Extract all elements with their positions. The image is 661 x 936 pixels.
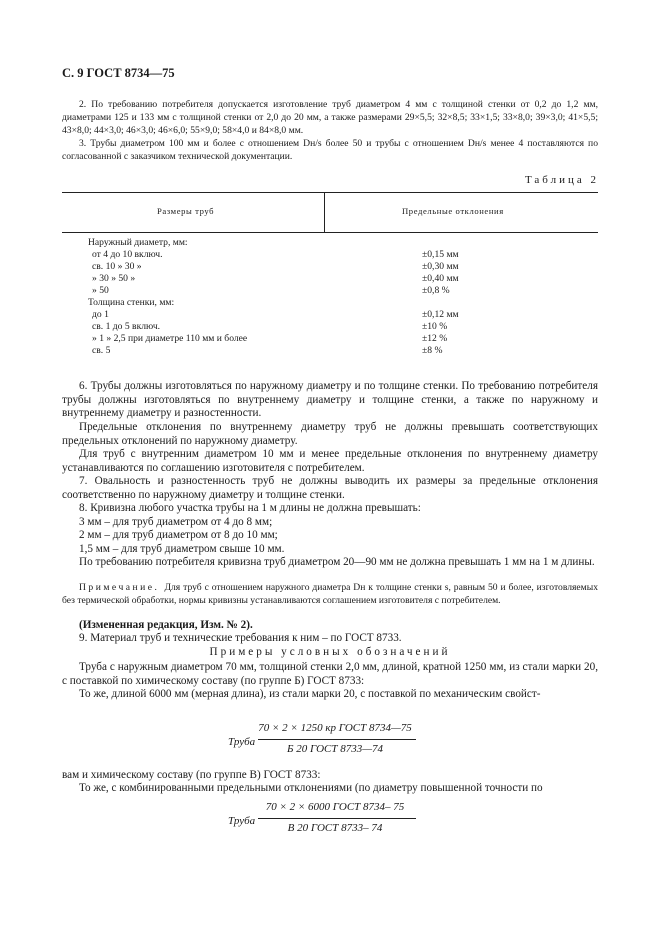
- formula-1-denominator: Б 20 ГОСТ 8733—74: [286, 743, 384, 755]
- table-cell-size: св. 5: [92, 345, 111, 356]
- table-cell-size: » 30 » 50 »: [92, 273, 136, 284]
- table-cell-deviation: ±8 %: [422, 345, 443, 356]
- formula-2-denominator: В 20 ГОСТ 8733– 74: [287, 822, 383, 834]
- table-column-divider: [324, 192, 325, 232]
- table-cell-size: от 4 до 10 включ.: [92, 249, 163, 260]
- table-cell-deviation: ±10 %: [422, 321, 448, 332]
- table-header-deviations: Предельные отклонения: [402, 206, 504, 216]
- example-2-continued: вам и химическому составу (по группе В) ГОСТ 8733:: [62, 769, 321, 781]
- paragraph-6: 6. Трубы должны изготовляться по наружному диаметру и по толщине стенки. По требованию потребителя трубы должны изготовляться по внутреннему диаметру и толщине стенки, а также по наружному и внутреннему диаметру и разностенности.: [62, 380, 598, 420]
- edition-note: (Измененная редакция, Изм. № 2).: [79, 619, 253, 631]
- table-cell-size: » 50: [92, 285, 109, 296]
- paragraph-6-small-diameter: Для труб с внутренним диаметром 10 мм и менее предельные отклонения по внутреннему диаметру устанавливаются по соглашению изготовителя с потребителем.: [62, 448, 598, 474]
- table-cell-deviation: ±0,40 мм: [422, 273, 459, 284]
- table-cell-deviation: ±0,15 мм: [422, 249, 459, 260]
- curvature-item-3: 1,5 мм – для труб диаметром свыше 10 мм.: [79, 543, 285, 555]
- curvature-item-2: 2 мм – для труб диаметром от 8 до 10 мм;: [79, 529, 278, 541]
- paragraph-8: 8. Кривизна любого участка трубы на 1 м длины не должна превышать:: [79, 502, 421, 514]
- table-caption: Таблица 2: [524, 174, 599, 186]
- paragraph-9: 9. Материал труб и технические требования к ним – по ГОСТ 8733.: [79, 632, 402, 644]
- curvature-item-1: 3 мм – для труб диаметром от 4 до 8 мм;: [79, 516, 273, 528]
- example-2: То же, длиной 6000 мм (мерная длина), из стали марки 20, с поставкой по механическим свойст-: [79, 688, 541, 700]
- example-1: Труба с наружным диаметром 70 мм, толщиной стенки 2,0 мм, длиной, кратной 1250 мм, из стали марки 20, с поставкой по химическому составу (по группе Б) ГОСТ 8733:: [62, 661, 598, 687]
- page-header: С. 9 ГОСТ 8734—75: [62, 66, 175, 80]
- note-text: Для труб с отношением наружного диаметра Dн к толщине стенки s, равным 50 и более, изготовляемых без термической обработки, нормы кривизны устанавливаются соглашением изготовителя с потребителем.: [62, 582, 598, 606]
- curvature-consumer-requirement: По требованию потребителя кривизна труб диаметром 20—90 мм не должна превышать 1 мм на 1 м длины.: [79, 556, 595, 568]
- paragraph-7: 7. Овальность и разностенность труб не должны выводить их размеры за предельные отклонения соответственно по наружному диаметру и толщине стенки.: [62, 475, 598, 501]
- example-3: То же, с комбинированными предельными отклонениями (по диаметру повышенной точности по: [79, 782, 543, 794]
- table-cell-size: Толщина стенки, мм:: [88, 297, 175, 308]
- table-cell-size: до 1: [92, 309, 109, 320]
- formula-2-label: Труба: [228, 815, 256, 827]
- formula-1-fraction-bar: [258, 739, 416, 740]
- table-cell-size: св. 1 до 5 включ.: [92, 321, 161, 332]
- examples-title: Примеры условных обозначений: [209, 646, 451, 658]
- formula-2-numerator: 70 × 2 × 6000 ГОСТ 8734– 75: [265, 801, 405, 813]
- note-label: Примечание.: [79, 582, 160, 593]
- formula-2-fraction-bar: [258, 818, 416, 819]
- note-3: 3. Трубы диаметром 100 мм и более с отношением Dн/s более 50 и трубы с отношением Dн/s менее 4 поставляются по согласованной с заказчиком технической документации.: [62, 138, 598, 162]
- table-cell-deviation: ±0,8 %: [422, 285, 450, 296]
- note-curvature: [62, 581, 598, 607]
- table-cell-size: » 1 » 2,5 при диаметре 110 мм и более: [92, 333, 248, 344]
- table-cell-deviation: ±12 %: [422, 333, 448, 344]
- formula-1-numerator: 70 × 2 × 1250 кр ГОСТ 8734—75: [258, 722, 412, 734]
- table-header-rule: [62, 232, 598, 233]
- table-cell-size: Наружный диаметр, мм:: [88, 237, 188, 248]
- table-header-sizes: Размеры труб: [157, 206, 215, 216]
- table-cell-deviation: ±0,30 мм: [422, 261, 459, 272]
- table-top-rule: [62, 192, 598, 193]
- formula-1-label: Труба: [228, 736, 256, 748]
- note-2: 2. По требованию потребителя допускается изготовление труб диаметром 4 мм с толщиной стенки от 0,2 до 1,2 мм, диаметрами 125 и 133 мм с толщиной стенки от 2,0 до 20 мм, а также размерами 29×5,5; 32×8,5; 33×1,5; 33×8,0; 39×3,0; 41×5,5; 43×8,0; 44×3,0; 46×3,0; 46×6,0; 55×9,0; 58×4,0 и 84×8,0 мм.: [62, 99, 598, 136]
- table-cell-size: св. 10 » 30 »: [92, 261, 142, 272]
- table-cell-deviation: ±0,12 мм: [422, 309, 459, 320]
- paragraph-6-inner-tolerance: Предельные отклонения по внутреннему диаметру труб не должны превышать соответствующих предельных отклонений по наружному диаметру.: [62, 421, 598, 447]
